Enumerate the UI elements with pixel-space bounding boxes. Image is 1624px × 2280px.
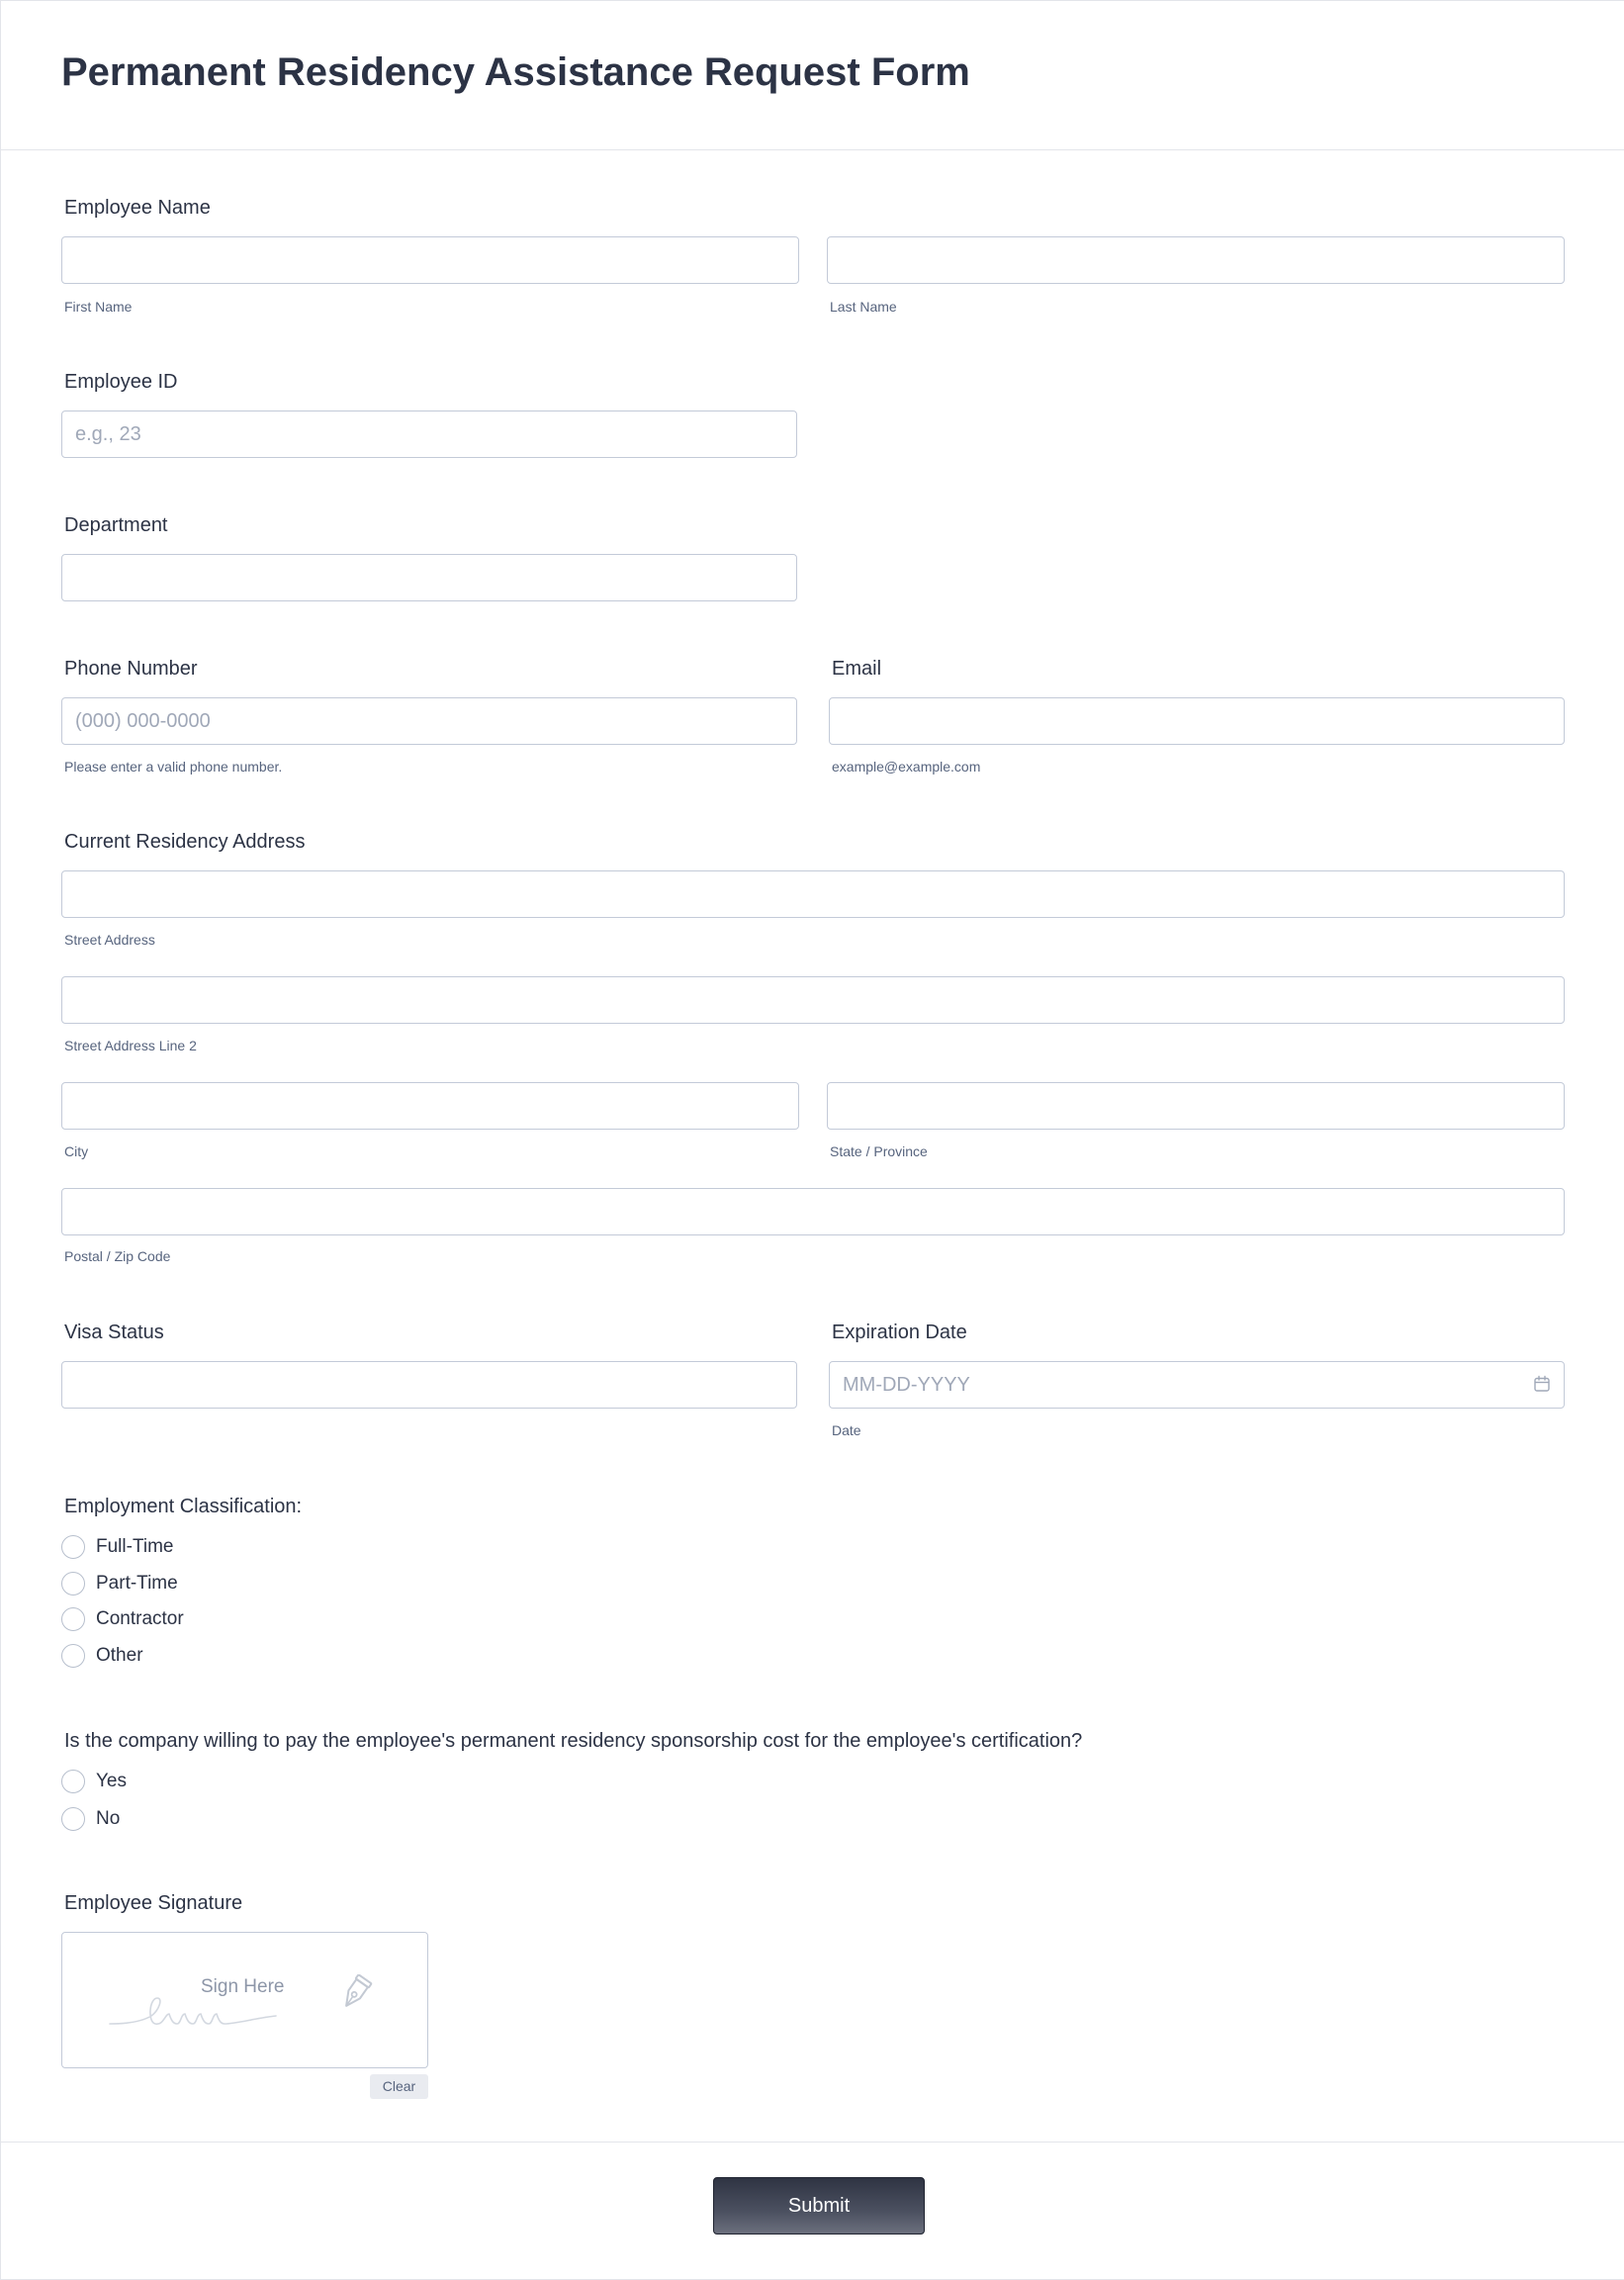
first-name-input[interactable] [61,236,799,284]
clear-signature-button[interactable]: Clear [370,2074,428,2099]
form-header [1,1,1624,150]
employee-id-label: Employee ID [64,371,178,393]
department-label: Department [64,514,168,536]
radio-option-label: Contractor [96,1608,184,1629]
radio-option-label: Other [96,1645,143,1666]
expiration-date-input[interactable] [829,1361,1565,1409]
radio-option-part-time[interactable] [61,1570,178,1597]
expiration-date-label: Expiration Date [832,1322,967,1343]
street-address-line2-sublabel: Street Address Line 2 [64,1038,197,1053]
form-title: Permanent Residency Assistance Request Form [61,50,970,94]
employment-classification-label: Employment Classification: [64,1496,303,1517]
radio-option-label: No [96,1808,121,1829]
address-label: Current Residency Address [64,831,306,853]
radio-option-no[interactable] [61,1805,120,1833]
visa-status-label: Visa Status [64,1322,164,1343]
sponsorship-question-label: Is the company willing to pay the employee's permanent residency sponsorship cost for the employee's certification? [64,1730,1083,1752]
signature-pad[interactable] [61,1932,428,2068]
radio-button[interactable] [61,1572,85,1596]
radio-option-label: Full-Time [96,1536,174,1557]
last-name-sublabel: Last Name [830,299,897,315]
email-label: Email [832,658,882,680]
street-address-input[interactable] [61,870,1565,918]
visa-status-input[interactable] [61,1361,797,1409]
department-input[interactable] [61,554,797,601]
street-address-line2-input[interactable] [61,976,1565,1024]
phone-number-sublabel: Please enter a valid phone number. [64,759,283,775]
state-sublabel: State / Province [830,1143,928,1159]
city-sublabel: City [64,1143,89,1159]
expiration-date-sublabel: Date [832,1422,861,1438]
phone-number-input[interactable] [61,697,797,745]
first-name-sublabel: First Name [64,299,133,315]
pen-nib-icon [331,1974,375,2018]
radio-option-contractor[interactable] [61,1605,184,1633]
email-sublabel: example@example.com [832,759,981,775]
signature-placeholder: Sign Here [201,1976,285,1997]
radio-button[interactable] [61,1807,85,1831]
email-input[interactable] [829,697,1565,745]
radio-button[interactable] [61,1607,85,1631]
signature-label: Employee Signature [64,1892,243,1914]
signature-scribble-icon [108,1972,345,2036]
radio-button[interactable] [61,1770,85,1793]
radio-option-yes[interactable] [61,1768,127,1795]
state-input[interactable] [827,1082,1565,1130]
last-name-input[interactable] [827,236,1565,284]
zip-code-sublabel: Postal / Zip Code [64,1248,171,1264]
submit-button[interactable]: Submit [713,2177,925,2234]
city-input[interactable] [61,1082,799,1130]
employee-name-label: Employee Name [64,197,211,219]
radio-button[interactable] [61,1644,85,1668]
phone-number-label: Phone Number [64,658,198,680]
street-address-sublabel: Street Address [64,932,155,948]
employee-id-input[interactable] [61,410,797,458]
radio-button[interactable] [61,1535,85,1559]
radio-option-full-time[interactable] [61,1533,173,1561]
expiration-date-field [829,1361,1565,1409]
radio-option-label: Yes [96,1771,127,1791]
calendar-icon[interactable] [1533,1375,1551,1393]
radio-option-label: Part-Time [96,1573,178,1594]
zip-code-input[interactable] [61,1188,1565,1235]
radio-option-other[interactable] [61,1642,143,1670]
